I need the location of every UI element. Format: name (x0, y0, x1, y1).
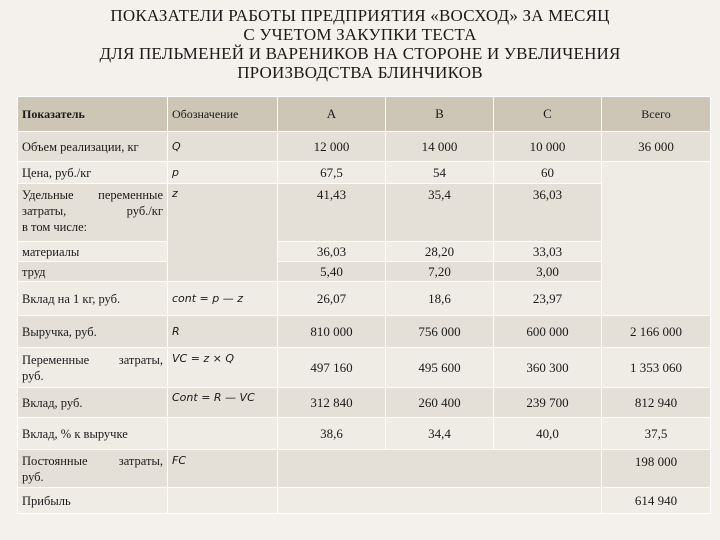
row-symbol: z (168, 184, 278, 282)
header-symbol: Обозначение (168, 97, 278, 132)
table-row (18, 348, 711, 388)
row-symbol: Cont = R — VC (168, 388, 278, 418)
row-label: Объем реализации, кг (18, 132, 168, 162)
cell-b: 18,6 (386, 282, 494, 316)
performance-table (17, 96, 711, 514)
header-indicator: Показатель (18, 97, 168, 132)
cell-c: 600 000 (494, 316, 602, 348)
cell-total: 1 353 060 (602, 348, 711, 388)
cell-a: 67,5 (278, 162, 386, 184)
cell-c: 3,00 (494, 262, 602, 282)
row-symbol-blank (168, 488, 278, 514)
cell-b: 35,4 (386, 184, 494, 242)
cell-c: 23,97 (494, 282, 602, 316)
cell-total: 2 166 000 (602, 316, 711, 348)
cell-abc-blank (278, 450, 602, 488)
cell-c: 40,0 (494, 418, 602, 450)
row-label: Вклад, руб. (18, 388, 168, 418)
table-row (18, 316, 711, 348)
cell-a: 497 160 (278, 348, 386, 388)
cell-c: 36,03 (494, 184, 602, 242)
cell-a: 41,43 (278, 184, 386, 242)
cell-c: 33,03 (494, 242, 602, 262)
cell-b: 34,4 (386, 418, 494, 450)
cell-total-blank (602, 162, 711, 316)
row-label: Постоянные затраты, руб. (18, 450, 168, 488)
row-symbol: VC = z × Q (168, 348, 278, 388)
title-line-1: ПОКАЗАТЕЛИ РАБОТЫ ПРЕДПРИЯТИЯ «ВОСХОД» ЗА МЕСЯЦ (110, 6, 610, 25)
header-total: Всего (602, 97, 711, 132)
cell-b: 260 400 (386, 388, 494, 418)
cell-a: 12 000 (278, 132, 386, 162)
title-line-4: ПРОИЗВОДСТВА БЛИНЧИКОВ (237, 63, 483, 82)
cell-total: 37,5 (602, 418, 711, 450)
row-label: Прибыль (18, 488, 168, 514)
title-line-2: С УЧЕТОМ ЗАКУПКИ ТЕСТА (243, 25, 477, 44)
cell-b: 28,20 (386, 242, 494, 262)
row-symbol: cont = p — z (168, 282, 278, 316)
cell-a: 312 840 (278, 388, 386, 418)
table-row (18, 488, 711, 514)
row-label: Цена, руб./кг (18, 162, 168, 184)
cell-a: 810 000 (278, 316, 386, 348)
row-label: Вклад, % к выручке (18, 418, 168, 450)
table-row (18, 450, 711, 488)
cell-b: 756 000 (386, 316, 494, 348)
table-row (18, 418, 711, 450)
row-symbol: Q (168, 132, 278, 162)
row-label: материалы (18, 242, 168, 262)
cell-b: 54 (386, 162, 494, 184)
table-row (18, 132, 711, 162)
cell-a: 36,03 (278, 242, 386, 262)
cell-total: 812 940 (602, 388, 711, 418)
header-row (18, 97, 711, 132)
table-row (18, 388, 711, 418)
row-symbol: FC (168, 450, 278, 488)
row-label: Вклад на 1 кг, руб. (18, 282, 168, 316)
cell-c: 10 000 (494, 132, 602, 162)
cell-a: 38,6 (278, 418, 386, 450)
page-title (0, 6, 720, 82)
row-symbol (168, 418, 278, 450)
cell-a: 26,07 (278, 282, 386, 316)
header-c: C (494, 97, 602, 132)
row-label: Удельные переменные затраты, руб./кг в том числе: (18, 184, 168, 242)
row-symbol: p (168, 162, 278, 184)
cell-total: 614 940 (602, 488, 711, 514)
cell-b: 7,20 (386, 262, 494, 282)
row-label: труд (18, 262, 168, 282)
cell-c: 239 700 (494, 388, 602, 418)
header-b: B (386, 97, 494, 132)
row-label: Переменные затраты, руб. (18, 348, 168, 388)
cell-abc-blank (278, 488, 602, 514)
header-a: A (278, 97, 386, 132)
cell-b: 14 000 (386, 132, 494, 162)
cell-total: 198 000 (602, 450, 711, 488)
row-symbol: R (168, 316, 278, 348)
table-row (18, 162, 711, 184)
row-label: Выручка, руб. (18, 316, 168, 348)
title-line-3: ДЛЯ ПЕЛЬМЕНЕЙ И ВАРЕНИКОВ НА СТОРОНЕ И УВЕЛИЧЕНИЯ (99, 44, 621, 63)
cell-total: 36 000 (602, 132, 711, 162)
cell-b: 495 600 (386, 348, 494, 388)
cell-c: 60 (494, 162, 602, 184)
cell-c: 360 300 (494, 348, 602, 388)
cell-a: 5,40 (278, 262, 386, 282)
